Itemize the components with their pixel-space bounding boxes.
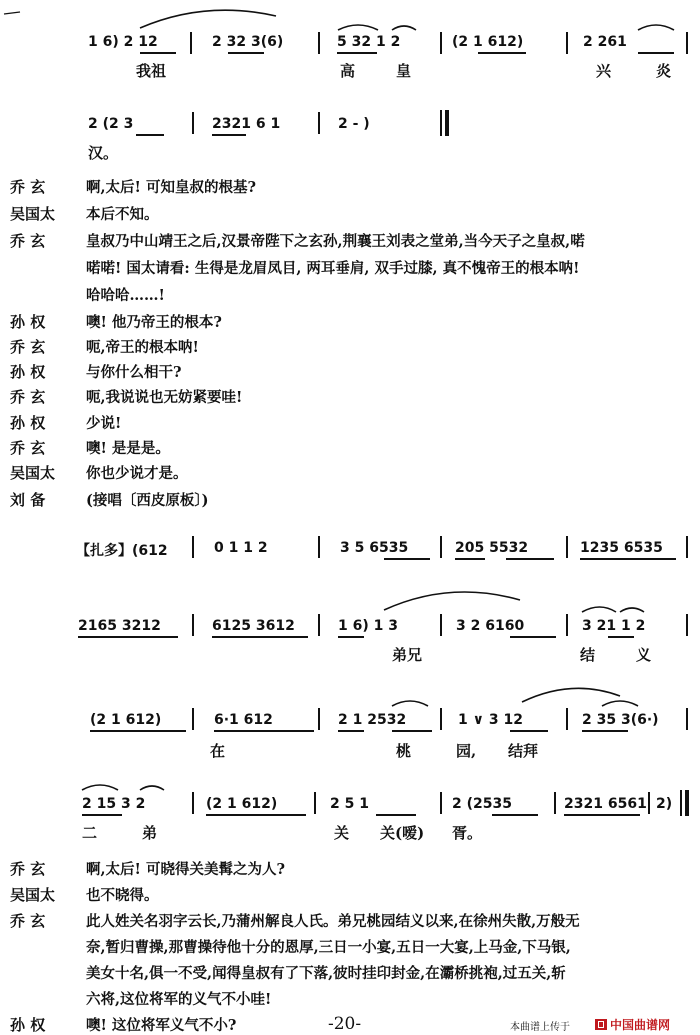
beat-underline bbox=[212, 134, 246, 136]
score-segment: 2) bbox=[656, 796, 673, 812]
score-segment: 2 32 3(6) bbox=[212, 34, 284, 50]
lyric: 汉。 bbox=[88, 144, 119, 162]
beat-underline bbox=[82, 814, 122, 816]
score-segment: 1235 6535 bbox=[580, 540, 663, 556]
dialogue-line: 啊,太后! 可知皇叔的根基? bbox=[86, 179, 256, 196]
beat-underline bbox=[140, 52, 176, 54]
speaker: 孙 权 bbox=[10, 1016, 46, 1034]
score-segment: 0 1 1 2 bbox=[214, 540, 268, 556]
beat-underline bbox=[492, 814, 538, 816]
barline bbox=[440, 792, 442, 814]
barline bbox=[554, 792, 556, 814]
beat-underline bbox=[455, 558, 485, 560]
score-segment: 2 261 bbox=[583, 34, 627, 50]
beat-underline bbox=[506, 558, 554, 560]
score-segment: 【扎多】(612 bbox=[76, 543, 168, 559]
score-segment: 3 5 6535 bbox=[340, 540, 409, 556]
score-segment: (2 1 612) bbox=[206, 796, 278, 812]
dialogue-line: 喏喏! 国太请看: 生得是龙眉凤目, 两耳垂肩, 双手过膝, 真不愧帝王的根本呐! bbox=[86, 260, 580, 277]
barline bbox=[566, 708, 568, 730]
beat-underline bbox=[206, 814, 306, 816]
speaker: 乔 玄 bbox=[10, 178, 46, 196]
score-segment: 5 32 1 2 bbox=[337, 34, 401, 50]
dialogue-line: 啊,太后! 可晓得关美髯之为人? bbox=[86, 861, 285, 878]
beat-underline bbox=[608, 636, 634, 638]
dialogue-line: 噢! 是是是。 bbox=[86, 440, 170, 457]
dialogue-line: 皇叔乃中山靖王之后,汉景帝陛下之玄孙,荆襄王刘表之堂弟,当今天子之皇叔,喏 bbox=[86, 233, 585, 250]
beat-underline bbox=[376, 814, 416, 816]
lyric: 胥。 bbox=[452, 824, 483, 842]
speaker: 乔 玄 bbox=[10, 232, 46, 250]
score-segment: 2321 6 1 bbox=[212, 116, 281, 132]
dialogue-line: 本后不知。 bbox=[86, 206, 159, 223]
dialogue-line: 噢! 他乃帝王的根本? bbox=[86, 314, 222, 331]
barline bbox=[190, 32, 192, 54]
beat-underline bbox=[337, 52, 377, 54]
beat-underline bbox=[582, 730, 628, 732]
score-segment: 2321 6561 bbox=[564, 796, 647, 812]
beat-underline bbox=[510, 730, 548, 732]
beat-underline bbox=[564, 814, 640, 816]
barline bbox=[440, 614, 442, 636]
dialogue-line: 六将,这位将军的义气不小哇! bbox=[86, 991, 272, 1008]
lyric: 皇 bbox=[396, 62, 412, 80]
score-segment: 3 21 1 2 bbox=[582, 618, 646, 634]
site-logo-icon bbox=[594, 1016, 608, 1029]
lyric: 弟兄 bbox=[392, 646, 423, 664]
score-segment: 6·1 612 bbox=[214, 712, 273, 728]
dialogue-line: 也不晓得。 bbox=[86, 887, 159, 904]
lyric: 园, bbox=[456, 742, 477, 760]
speaker: 乔 玄 bbox=[10, 388, 46, 406]
barline bbox=[686, 708, 688, 730]
speaker: 刘 备 bbox=[10, 491, 46, 509]
lyric: 弟 bbox=[142, 824, 158, 842]
barline bbox=[566, 32, 568, 54]
dialogue-line: (接唱〔西皮原板〕) bbox=[86, 492, 209, 509]
barline bbox=[440, 708, 442, 730]
barline bbox=[680, 790, 682, 816]
lyric: 结拜 bbox=[508, 742, 539, 760]
dialogue-line: 呃,我说说也无妨紧要哇! bbox=[86, 389, 243, 406]
score-segment: (2 1 612) bbox=[452, 34, 524, 50]
speaker: 乔 玄 bbox=[10, 338, 46, 356]
dialogue-line: 美女十名,俱一不受,闻得皇叔有了下落,彼时挂印封金,在灞桥挑袍,过五关,斩 bbox=[86, 965, 566, 982]
barline bbox=[192, 536, 194, 558]
page-number: -20- bbox=[328, 1014, 362, 1034]
barline-final bbox=[445, 110, 449, 136]
score-segment: 3 2 6160 bbox=[456, 618, 525, 634]
barline bbox=[192, 792, 194, 814]
dialogue-line: 你也少说才是。 bbox=[86, 465, 188, 482]
barline bbox=[686, 614, 688, 636]
beat-underline bbox=[214, 730, 314, 732]
dialogue-line: 少说! bbox=[86, 415, 122, 432]
site-logo: 中国曲谱网 bbox=[610, 1018, 671, 1032]
barline-final bbox=[685, 790, 689, 816]
score-segment: 205 5532 bbox=[455, 540, 529, 556]
speaker: 乔 玄 bbox=[10, 860, 46, 878]
barline bbox=[566, 614, 568, 636]
barline bbox=[440, 32, 442, 54]
barline bbox=[192, 708, 194, 730]
barline bbox=[440, 110, 442, 136]
beat-underline bbox=[638, 52, 674, 54]
dialogue-line: 呃,帝王的根本呐! bbox=[86, 339, 199, 356]
beat-underline bbox=[478, 52, 526, 54]
speaker: 吴国太 bbox=[10, 464, 56, 482]
speaker: 乔 玄 bbox=[10, 439, 46, 457]
beat-underline bbox=[228, 52, 264, 54]
speaker: 孙 权 bbox=[10, 363, 46, 381]
beat-underline bbox=[136, 134, 164, 136]
speaker: 孙 权 bbox=[10, 414, 46, 432]
score-segment: 1 ∨ 3 12 bbox=[458, 712, 523, 728]
barline bbox=[440, 536, 442, 558]
barline bbox=[318, 536, 320, 558]
dialogue-line: 与你什么相干? bbox=[86, 364, 182, 381]
score-segment: 2 15 3 2 bbox=[82, 796, 146, 812]
barline bbox=[318, 112, 320, 134]
lyric: 桃 bbox=[396, 742, 412, 760]
score-segment: 2 1 2532 bbox=[338, 712, 407, 728]
barline bbox=[318, 32, 320, 54]
speaker: 乔 玄 bbox=[10, 912, 46, 930]
beat-underline bbox=[510, 636, 556, 638]
dialogue-line: 哈哈哈……! bbox=[86, 287, 165, 304]
beat-underline bbox=[78, 636, 178, 638]
score-segment: 1 6) 2 12 bbox=[88, 34, 158, 50]
score-segment: (2 1 612) bbox=[90, 712, 162, 728]
beat-underline bbox=[392, 730, 432, 732]
beat-underline bbox=[384, 558, 430, 560]
speaker: 吴国太 bbox=[10, 205, 56, 223]
speaker: 孙 权 bbox=[10, 313, 46, 331]
barline bbox=[686, 536, 688, 558]
upload-note: 本曲谱上传于 bbox=[510, 1022, 570, 1033]
barline bbox=[318, 614, 320, 636]
score-segment: 6125 3612 bbox=[212, 618, 295, 634]
lyric: 关 bbox=[334, 824, 350, 842]
barline bbox=[648, 792, 650, 814]
score-segment: 2 5 1 bbox=[330, 796, 369, 812]
lyric: 在 bbox=[210, 742, 226, 760]
barline bbox=[686, 32, 688, 54]
score-segment: 2 (2 3 bbox=[88, 116, 134, 132]
score-segment: 2 - ) bbox=[338, 116, 370, 132]
speaker: 吴国太 bbox=[10, 886, 56, 904]
beat-underline bbox=[212, 636, 308, 638]
score-segment: 2 (2535 bbox=[452, 796, 512, 812]
dialogue-line: 噢! 这位将军义气不小? bbox=[86, 1017, 237, 1034]
lyric: 结 bbox=[580, 646, 596, 664]
lyric: 二 bbox=[82, 824, 98, 842]
lyric: 我祖 bbox=[136, 62, 167, 80]
dialogue-line: 此人姓关名羽字云长,乃蒲州解良人氏。弟兄桃园结义以来,在徐州失散,万般无 bbox=[86, 913, 580, 930]
score-segment: 2 35 3(6·) bbox=[582, 712, 659, 728]
beat-underline bbox=[90, 730, 186, 732]
beat-underline bbox=[338, 636, 364, 638]
barline bbox=[318, 708, 320, 730]
score-segment: 1 6) 1 3 bbox=[338, 618, 398, 634]
lyric: 义 bbox=[636, 646, 652, 664]
lyric: 关(嗳) bbox=[380, 824, 425, 842]
barline bbox=[192, 112, 194, 134]
lyric: 高 bbox=[340, 62, 356, 80]
score-segment: 2165 3212 bbox=[78, 618, 161, 634]
lyric: 炎 bbox=[656, 62, 672, 80]
barline bbox=[192, 614, 194, 636]
barline bbox=[314, 792, 316, 814]
barline bbox=[566, 536, 568, 558]
dialogue-line: 奈,暂归曹操,那曹操待他十分的恩厚,三日一小宴,五日一大宴,上马金,下马银, bbox=[86, 939, 571, 956]
beat-underline bbox=[580, 558, 676, 560]
lyric: 兴 bbox=[596, 62, 612, 80]
beat-underline bbox=[338, 730, 364, 732]
